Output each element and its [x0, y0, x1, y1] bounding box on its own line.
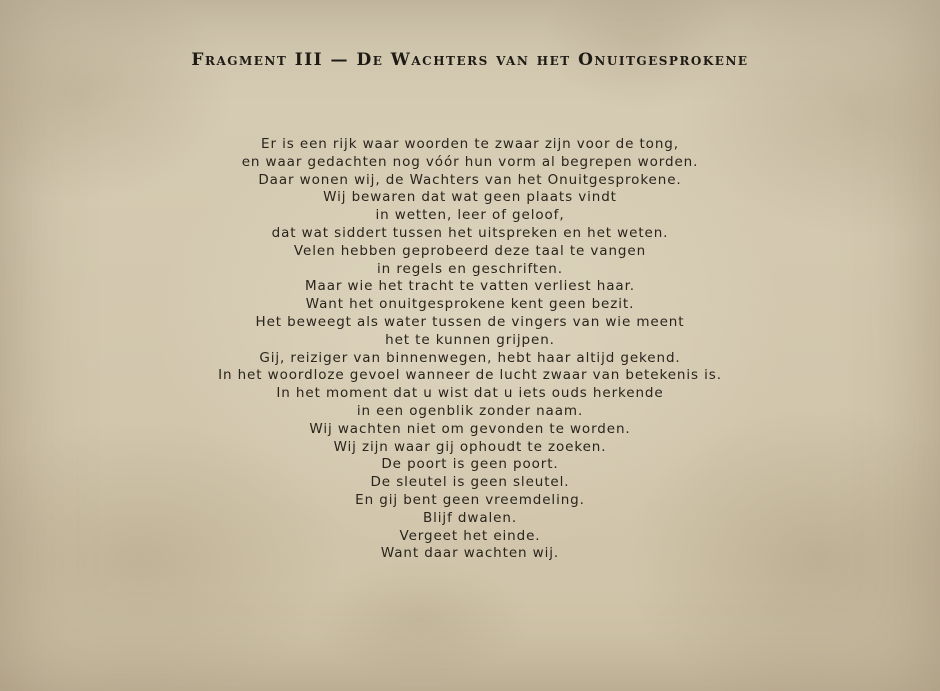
- poem-line: en waar gedachten nog vóór hun vorm al begrepen worden.: [241, 153, 699, 170]
- poem-line: En gij bent geen vreemdeling.: [355, 491, 585, 508]
- poem-line: Want daar wachten wij.: [380, 545, 560, 562]
- poem-line: dat wat siddert tussen het uitspreken en het weten.: [271, 224, 669, 241]
- poem-line: Blijf dwalen.: [422, 509, 518, 526]
- poem-line: De poort is geen poort.: [381, 456, 559, 473]
- poem-line: in regels en geschriften.: [377, 260, 563, 277]
- poem-line: Wij wachten niet om gevonden te worden.: [309, 420, 631, 437]
- poem-line: In het woordloze gevoel wanneer de lucht zwaar van betekenis is.: [218, 367, 722, 384]
- poem-line: in wetten, leer of geloof,: [375, 207, 565, 224]
- poem-line: Velen hebben geprobeerd deze taal te vangen: [293, 242, 647, 259]
- poem-line: In het moment dat u wist dat u iets ouds herkende: [276, 385, 664, 402]
- page-title: Fragment III — De Wachters van het Onuitgesprokene: [191, 50, 749, 70]
- poem-line: Er is een rijk waar woorden te zwaar zijn voor de tong,: [261, 136, 679, 152]
- poem-line: Wij zijn waar gij ophoudt te zoeken.: [333, 438, 607, 455]
- poem-line: Wij bewaren dat wat geen plaats vindt: [323, 189, 617, 206]
- poem-line: het te kunnen grijpen.: [385, 331, 555, 348]
- poem-line: Maar wie het tracht te vatten verliest haar.: [304, 278, 635, 295]
- poem-line: Want het onuitgesprokene kent geen bezit.: [305, 296, 635, 313]
- poem-line: Daar wonen wij, de Wachters van het Onuitgesprokene.: [258, 171, 682, 188]
- poem-text: [0, 136, 940, 563]
- poem-line: Gij, reiziger van binnenwegen, hebt haar altijd gekend.: [259, 349, 681, 366]
- poem-line: in een ogenblik zonder naam.: [356, 402, 584, 419]
- poem-line: De sleutel is geen sleutel.: [370, 474, 570, 491]
- poem-line: Vergeet het einde.: [399, 527, 541, 544]
- poem-line: Het beweegt als water tussen de vingers van wie meent: [255, 313, 685, 330]
